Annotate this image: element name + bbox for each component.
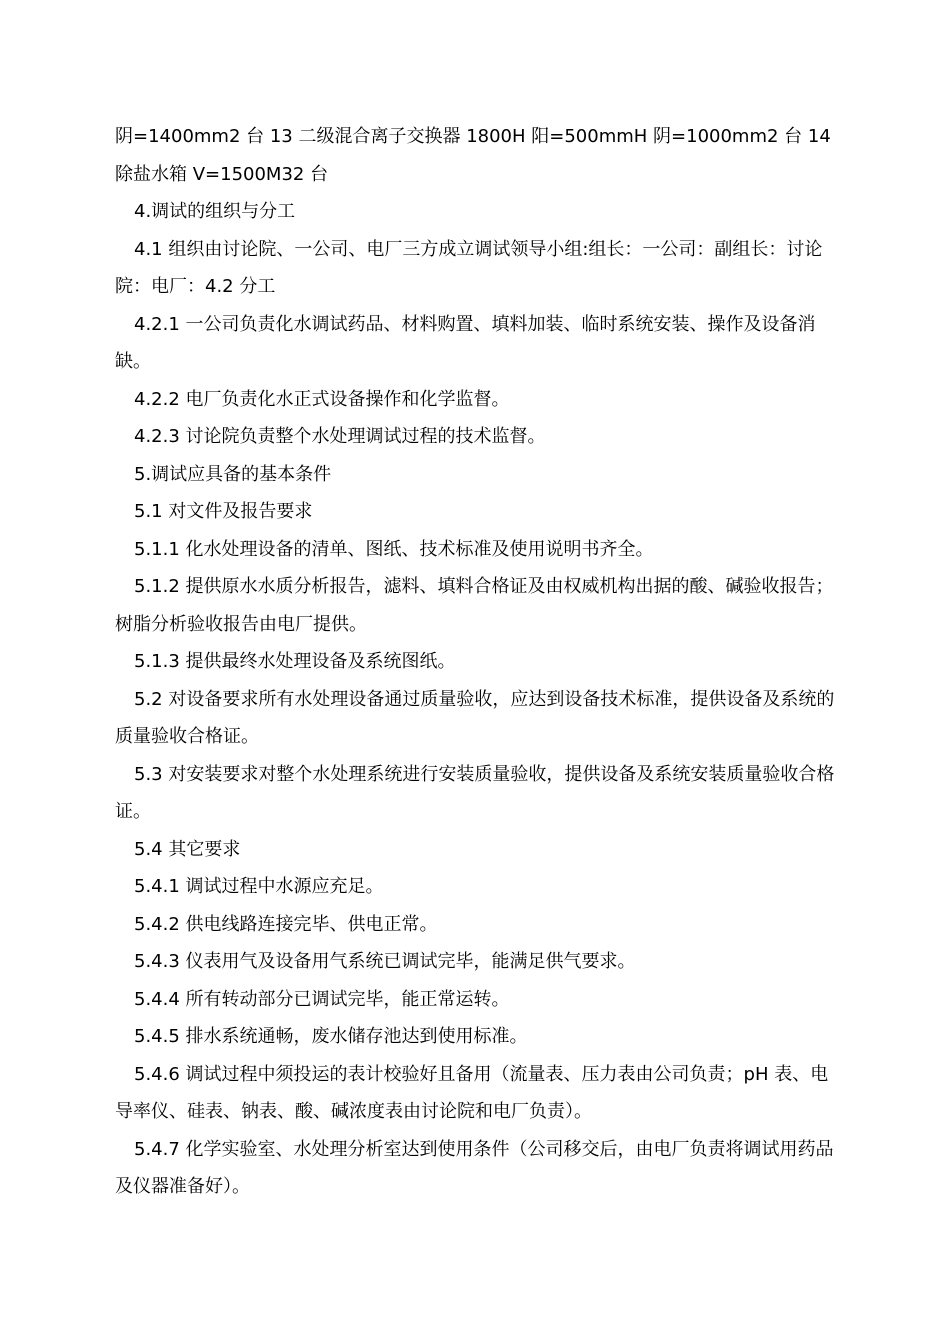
paragraph: 5.4.1 调试过程中水源应充足。	[134, 876, 384, 897]
document-body	[115, 118, 837, 1206]
paragraph: 5.3 对安装要求对整个水处理系统进行安装质量验收，提供设备及系统安装质量验收合格证。	[115, 763, 835, 822]
paragraph: 5.1.1 化水处理设备的清单、图纸、技术标准及使用说明书齐全。	[134, 538, 654, 560]
subsection-heading: 5.1 对文件及报告要求	[134, 501, 313, 522]
paragraph: 4.2.1 一公司负责化水调试药品、材料购置、填料加装、临时系统安装、操作及设备消缺。	[115, 313, 816, 372]
paragraph: 4.2.3 讨论院负责整个水处理调试过程的技术监督。	[134, 426, 546, 447]
paragraph: 5.4.7 化学实验室、水处理分析室达到使用条件（公司移交后，由电厂负责将调试用药品及仪器准备好）。	[115, 1138, 834, 1197]
paragraph: 5.4.4 所有转动部分已调试完毕，能正常运转。	[134, 988, 510, 1010]
subsection-heading: 5.4 其它要求	[134, 838, 241, 860]
paragraph: 5.4.6 调试过程中须投运的表计校验好且备用（流量表、压力表由公司负责；pH 表、电导率仪、硅表、钠表、酸、碱浓度表由讨论院和电厂负责）。	[115, 1063, 829, 1122]
paragraph: 5.1.2 提供原水水质分析报告，滤料、填料合格证及由权威机构出据的酸、碱验收报告；树脂分析验收报告由电厂提供。	[115, 576, 834, 635]
paragraph: 4.1 组织由讨论院、一公司、电厂三方成立调试领导小组:组长：一公司：副组长：讨论院：电厂：4.2 分工	[115, 238, 823, 297]
paragraph: 5.4.5 排水系统通畅，废水储存池达到使用标准。	[134, 1026, 528, 1047]
section-heading: 4.调试的组织与分工	[134, 201, 296, 222]
paragraph: 4.2.2 电厂负责化水正式设备操作和化学监督。	[134, 388, 510, 410]
paragraph: 阴=1400mm2 台 13 二级混合离子交换器 1800H 阳=500mmH 阴=1000mm2 台 14 除盐水箱 V=1500M32 台	[115, 126, 831, 185]
paragraph: 5.1.3 提供最终水处理设备及系统图纸。	[134, 651, 456, 672]
paragraph: 5.4.2 供电线路连接完毕、供电正常。	[134, 913, 438, 935]
paragraph: 5.2 对设备要求所有水处理设备通过质量验收，应达到设备技术标准，提供设备及系统的质量验收合格证。	[115, 688, 835, 747]
section-heading: 5.调试应具备的基本条件	[134, 463, 332, 485]
paragraph: 5.4.3 仪表用气及设备用气系统已调试完毕，能满足供气要求。	[134, 951, 636, 972]
